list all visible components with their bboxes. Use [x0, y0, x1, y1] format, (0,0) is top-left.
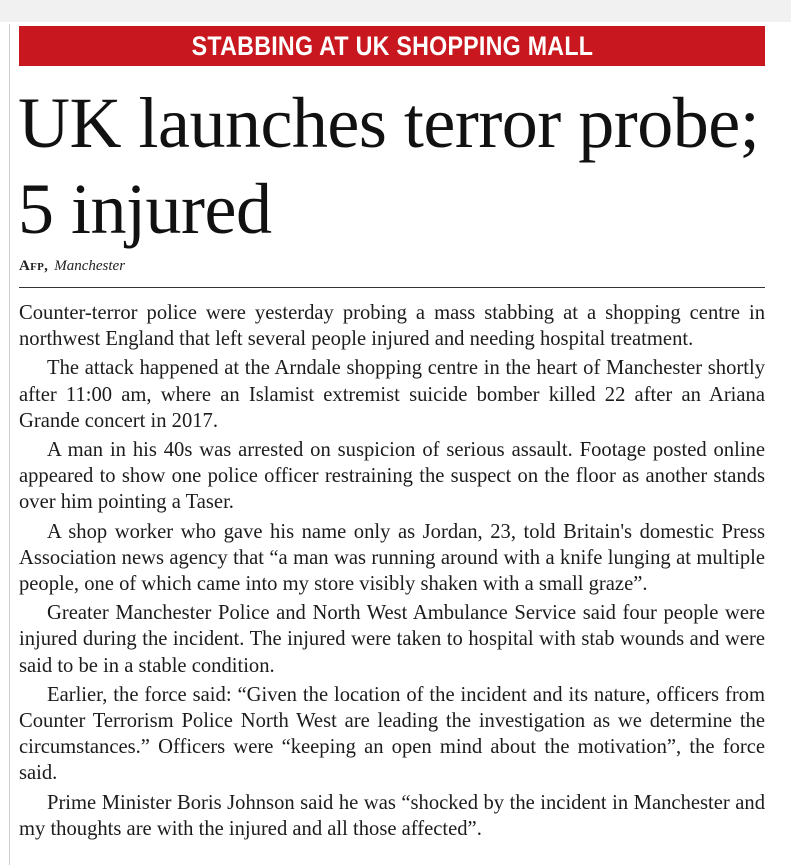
byline	[19, 258, 125, 275]
article-paragraph: Counter-terror police were yesterday probing a mass stabbing at a shopping centre in northwest England that left several people injured and needing hospital treatment.	[19, 302, 765, 351]
article-paragraph: Prime Minister Boris Johnson said he was “shocked by the incident in Manchester and my thoughts are with the injured and all those affected”.	[19, 791, 765, 840]
headline: UK launches terror probe; 5 injured	[18, 83, 760, 249]
scan-top-margin	[0, 0, 791, 22]
kicker-text: STABBING AT UK SHOPPING MALL	[191, 30, 593, 61]
byline-location: Manchester	[54, 258, 126, 274]
article-paragraph: A shop worker who gave his name only as Jordan, 23, told Britain's domestic Press Association news agency that “a man was running around with a knife lunging at multiple people, one of which came into my store visibly shaken with a small graze”.	[19, 520, 765, 596]
byline-agency: Afp,	[19, 258, 49, 274]
column-rule	[9, 24, 10, 865]
byline-divider	[19, 287, 765, 288]
section-kicker-banner	[19, 26, 765, 66]
article-paragraph: Earlier, the force said: “Given the location of the incident and its nature, officers from Counter Terrorism Police North West are leading the investigation as we determine the circumstances.” Officers were “keeping an open mind about the motivation”, the force said.	[19, 683, 765, 785]
article-paragraph: A man in his 40s was arrested on suspicion of serious assault. Footage posted online appeared to show one police officer restraining the suspect on the floor as another stands over him pointing a Taser.	[19, 439, 765, 514]
article-paragraph: The attack happened at the Arndale shopping centre in the heart of Manchester shortly after 11:00 am, where an Islamist extremist suicide bomber killed 22 after an Ariana Grande concert in 2017.	[19, 357, 765, 432]
article-body	[19, 300, 765, 845]
article-paragraph: Greater Manchester Police and North West Ambulance Service said four people were injured during the incident. The injured were taken to hospital with stab wounds and were said to be in a stable condition.	[19, 602, 765, 677]
